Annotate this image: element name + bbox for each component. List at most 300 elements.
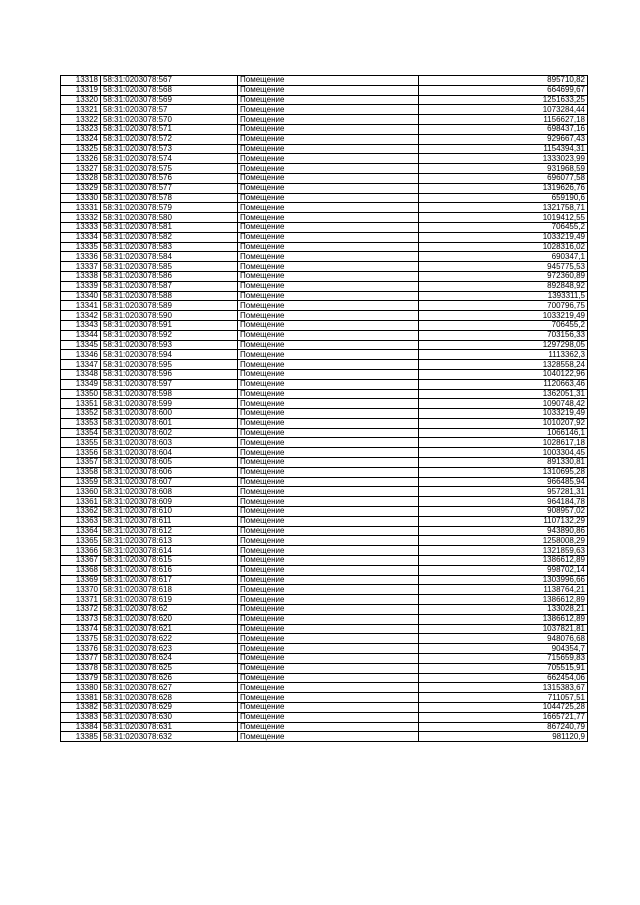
cadastral-value: 964184,78 — [419, 497, 588, 507]
object-type: Помещение — [238, 683, 419, 693]
cadastral-value: 948076,68 — [419, 634, 588, 644]
cadastral-number: 58:31:0203078:632 — [101, 732, 238, 742]
cadastral-value: 998702,14 — [419, 565, 588, 575]
row-number: 13338 — [61, 271, 101, 281]
object-type: Помещение — [238, 614, 419, 624]
table-row — [61, 507, 588, 517]
table-body — [61, 76, 588, 742]
object-type: Помещение — [238, 409, 419, 419]
object-type: Помещение — [238, 693, 419, 703]
cadastral-number: 58:31:0203078:615 — [101, 556, 238, 566]
table-row — [61, 399, 588, 409]
row-number: 13331 — [61, 203, 101, 213]
row-number: 13360 — [61, 487, 101, 497]
table-row — [61, 556, 588, 566]
table-row — [61, 526, 588, 536]
object-type: Помещение — [238, 291, 419, 301]
row-number: 13342 — [61, 311, 101, 321]
object-type: Помещение — [238, 663, 419, 673]
table-row — [61, 438, 588, 448]
cadastral-value: 1386612,89 — [419, 595, 588, 605]
cadastral-value: 1010207,92 — [419, 418, 588, 428]
table-row — [61, 242, 588, 252]
table-row — [61, 330, 588, 340]
table-row — [61, 262, 588, 272]
cadastral-number: 58:31:0203078:581 — [101, 222, 238, 232]
table-row — [61, 673, 588, 683]
table-row — [61, 614, 588, 624]
row-number: 13353 — [61, 418, 101, 428]
cadastral-number: 58:31:0203078:583 — [101, 242, 238, 252]
cadastral-number: 58:31:0203078:603 — [101, 438, 238, 448]
table-row — [61, 232, 588, 242]
table-row — [61, 703, 588, 713]
table-row — [61, 428, 588, 438]
row-number: 13323 — [61, 124, 101, 134]
cadastral-value: 1033219,49 — [419, 409, 588, 419]
row-number: 13359 — [61, 477, 101, 487]
cadastral-number: 58:31:0203078:567 — [101, 76, 238, 86]
cadastral-value: 715659,83 — [419, 654, 588, 664]
object-type: Помещение — [238, 448, 419, 458]
cadastral-number: 58:31:0203078:574 — [101, 154, 238, 164]
row-number: 13379 — [61, 673, 101, 683]
object-type: Помещение — [238, 536, 419, 546]
object-type: Помещение — [238, 311, 419, 321]
cadastral-value: 867240,79 — [419, 722, 588, 732]
object-type: Помещение — [238, 438, 419, 448]
cadastral-value: 1044725,28 — [419, 703, 588, 713]
table-row — [61, 340, 588, 350]
row-number: 13328 — [61, 173, 101, 183]
cadastral-number: 58:31:0203078:631 — [101, 722, 238, 732]
row-number: 13347 — [61, 360, 101, 370]
object-type: Помещение — [238, 585, 419, 595]
table-row — [61, 585, 588, 595]
object-type: Помещение — [238, 722, 419, 732]
row-number: 13378 — [61, 663, 101, 673]
row-number: 13357 — [61, 458, 101, 468]
object-type: Помещение — [238, 281, 419, 291]
cadastral-value: 957281,31 — [419, 487, 588, 497]
object-type: Помещение — [238, 95, 419, 105]
cadastral-value: 1328558,24 — [419, 360, 588, 370]
cadastral-value: 1037821,81 — [419, 624, 588, 634]
object-type: Помещение — [238, 164, 419, 174]
row-number: 13349 — [61, 379, 101, 389]
cadastral-value: 1040122,96 — [419, 369, 588, 379]
table-row — [61, 124, 588, 134]
cadastral-number: 58:31:0203078:584 — [101, 252, 238, 262]
row-number: 13356 — [61, 448, 101, 458]
row-number: 13326 — [61, 154, 101, 164]
table-row — [61, 595, 588, 605]
row-number: 13368 — [61, 565, 101, 575]
cadastral-number: 58:31:0203078:608 — [101, 487, 238, 497]
table-row — [61, 712, 588, 722]
row-number: 13361 — [61, 497, 101, 507]
cadastral-number: 58:31:0203078:626 — [101, 673, 238, 683]
row-number: 13367 — [61, 556, 101, 566]
cadastral-number: 58:31:0203078:580 — [101, 213, 238, 223]
cadastral-number: 58:31:0203078:597 — [101, 379, 238, 389]
row-number: 13381 — [61, 693, 101, 703]
table-row — [61, 467, 588, 477]
table-row — [61, 222, 588, 232]
row-number: 13354 — [61, 428, 101, 438]
cadastral-value: 1310695,28 — [419, 467, 588, 477]
cadastral-number: 58:31:0203078:607 — [101, 477, 238, 487]
row-number: 13380 — [61, 683, 101, 693]
cadastral-number: 58:31:0203078:601 — [101, 418, 238, 428]
cadastral-number: 58:31:0203078:612 — [101, 526, 238, 536]
row-number: 13329 — [61, 183, 101, 193]
object-type: Помещение — [238, 124, 419, 134]
table-row — [61, 85, 588, 95]
cadastral-value: 1028316,02 — [419, 242, 588, 252]
table-row — [61, 105, 588, 115]
cadastral-number: 58:31:0203078:627 — [101, 683, 238, 693]
cadastral-value: 891330,81 — [419, 458, 588, 468]
cadastral-number: 58:31:0203078:604 — [101, 448, 238, 458]
cadastral-value: 133028,21 — [419, 605, 588, 615]
object-type: Помещение — [238, 673, 419, 683]
table-row — [61, 732, 588, 742]
row-number: 13340 — [61, 291, 101, 301]
cadastral-number: 58:31:0203078:624 — [101, 654, 238, 664]
cadastral-number: 58:31:0203078:605 — [101, 458, 238, 468]
cadastral-value: 1321859,63 — [419, 546, 588, 556]
cadastral-number: 58:31:0203078:585 — [101, 262, 238, 272]
cadastral-value: 696077,58 — [419, 173, 588, 183]
object-type: Помещение — [238, 183, 419, 193]
cadastral-number: 58:31:0203078:623 — [101, 644, 238, 654]
object-type: Помещение — [238, 85, 419, 95]
cadastral-value: 705515,91 — [419, 663, 588, 673]
cadastral-number: 58:31:0203078:589 — [101, 301, 238, 311]
cadastral-value: 1386612,89 — [419, 614, 588, 624]
cadastral-number: 58:31:0203078:591 — [101, 320, 238, 330]
cadastral-value: 1120663,46 — [419, 379, 588, 389]
cadastral-number: 58:31:0203078:586 — [101, 271, 238, 281]
table-row — [61, 203, 588, 213]
table-row — [61, 311, 588, 321]
table-row — [61, 183, 588, 193]
row-number: 13366 — [61, 546, 101, 556]
cadastral-value: 1073284,44 — [419, 105, 588, 115]
row-number: 13322 — [61, 115, 101, 125]
cadastral-value: 904354,7 — [419, 644, 588, 654]
row-number: 13336 — [61, 252, 101, 262]
cadastral-number: 58:31:0203078:575 — [101, 164, 238, 174]
cadastral-value: 908957,02 — [419, 507, 588, 517]
cadastral-number: 58:31:0203078:602 — [101, 428, 238, 438]
object-type: Помещение — [238, 605, 419, 615]
row-number: 13332 — [61, 213, 101, 223]
table-row — [61, 301, 588, 311]
table-row — [61, 154, 588, 164]
object-type: Помещение — [238, 654, 419, 664]
cadastral-value: 1319626,76 — [419, 183, 588, 193]
row-number: 13333 — [61, 222, 101, 232]
cadastral-value: 1156627,18 — [419, 115, 588, 125]
cadastral-number: 58:31:0203078:598 — [101, 389, 238, 399]
object-type: Помещение — [238, 301, 419, 311]
row-number: 13352 — [61, 409, 101, 419]
table-row — [61, 281, 588, 291]
cadastral-number: 58:31:0203078:622 — [101, 634, 238, 644]
table-row — [61, 722, 588, 732]
table-row — [61, 144, 588, 154]
object-type: Помещение — [238, 458, 419, 468]
row-number: 13385 — [61, 732, 101, 742]
row-number: 13371 — [61, 595, 101, 605]
row-number: 13319 — [61, 85, 101, 95]
cadastral-number: 58:31:0203078:593 — [101, 340, 238, 350]
object-type: Помещение — [238, 232, 419, 242]
table-row — [61, 76, 588, 86]
object-type: Помещение — [238, 193, 419, 203]
row-number: 13363 — [61, 516, 101, 526]
object-type: Помещение — [238, 262, 419, 272]
object-type: Помещение — [238, 350, 419, 360]
row-number: 13345 — [61, 340, 101, 350]
table-row — [61, 575, 588, 585]
object-type: Помещение — [238, 76, 419, 86]
cadastral-value: 706455,2 — [419, 222, 588, 232]
object-type: Помещение — [238, 399, 419, 409]
cadastral-number: 58:31:0203078:582 — [101, 232, 238, 242]
cadastral-number: 58:31:0203078:630 — [101, 712, 238, 722]
object-type: Помещение — [238, 252, 419, 262]
table-row — [61, 654, 588, 664]
cadastral-value: 711057,51 — [419, 693, 588, 703]
row-number: 13335 — [61, 242, 101, 252]
cadastral-number: 58:31:0203078:571 — [101, 124, 238, 134]
object-type: Помещение — [238, 516, 419, 526]
object-type: Помещение — [238, 213, 419, 223]
table-row — [61, 487, 588, 497]
cadastral-value: 662454,06 — [419, 673, 588, 683]
object-type: Помещение — [238, 222, 419, 232]
cadastral-number: 58:31:0203078:573 — [101, 144, 238, 154]
row-number: 13324 — [61, 134, 101, 144]
cadastral-number: 58:31:0203078:568 — [101, 85, 238, 95]
object-type: Помещение — [238, 644, 419, 654]
cadastral-number: 58:31:0203078:617 — [101, 575, 238, 585]
cadastral-value: 1019412,55 — [419, 213, 588, 223]
table-row — [61, 379, 588, 389]
cadastral-value: 1003304,45 — [419, 448, 588, 458]
cadastral-value: 1362051,31 — [419, 389, 588, 399]
row-number: 13355 — [61, 438, 101, 448]
object-type: Помещение — [238, 477, 419, 487]
object-type: Помещение — [238, 467, 419, 477]
object-type: Помещение — [238, 242, 419, 252]
table-row — [61, 95, 588, 105]
row-number: 13351 — [61, 399, 101, 409]
table-row — [61, 497, 588, 507]
cadastral-value: 945775,53 — [419, 262, 588, 272]
object-type: Помещение — [238, 330, 419, 340]
row-number: 13365 — [61, 536, 101, 546]
row-number: 13374 — [61, 624, 101, 634]
cadastral-value: 659190,6 — [419, 193, 588, 203]
row-number: 13358 — [61, 467, 101, 477]
cadastral-value: 1303996,66 — [419, 575, 588, 585]
row-number: 13348 — [61, 369, 101, 379]
cadastral-value: 706455,2 — [419, 320, 588, 330]
row-number: 13334 — [61, 232, 101, 242]
cadastral-number: 58:31:0203078:618 — [101, 585, 238, 595]
object-type: Помещение — [238, 134, 419, 144]
cadastral-number: 58:31:0203078:616 — [101, 565, 238, 575]
object-type: Помещение — [238, 418, 419, 428]
table-row — [61, 565, 588, 575]
row-number: 13339 — [61, 281, 101, 291]
object-type: Помещение — [238, 144, 419, 154]
cadastral-value: 664699,67 — [419, 85, 588, 95]
row-number: 13384 — [61, 722, 101, 732]
table-row — [61, 173, 588, 183]
cadastral-value: 1138764,21 — [419, 585, 588, 595]
row-number: 13330 — [61, 193, 101, 203]
object-type: Помещение — [238, 497, 419, 507]
object-type: Помещение — [238, 546, 419, 556]
table-row — [61, 134, 588, 144]
table-row — [61, 516, 588, 526]
object-type: Помещение — [238, 379, 419, 389]
cadastral-value: 703156,33 — [419, 330, 588, 340]
row-number: 13364 — [61, 526, 101, 536]
object-type: Помещение — [238, 360, 419, 370]
object-type: Помещение — [238, 340, 419, 350]
row-number: 13343 — [61, 320, 101, 330]
table-row — [61, 663, 588, 673]
cadastral-number: 58:31:0203078:57 — [101, 105, 238, 115]
cadastral-value: 698437,16 — [419, 124, 588, 134]
cadastral-value: 690347,1 — [419, 252, 588, 262]
cadastral-value: 1386612,89 — [419, 556, 588, 566]
cadastral-number: 58:31:0203078:606 — [101, 467, 238, 477]
cadastral-number: 58:31:0203078:621 — [101, 624, 238, 634]
row-number: 13321 — [61, 105, 101, 115]
cadastral-number: 58:31:0203078:628 — [101, 693, 238, 703]
cadastral-value: 972360,89 — [419, 271, 588, 281]
cadastral-value: 1665721,77 — [419, 712, 588, 722]
cadastral-value: 1113362,3 — [419, 350, 588, 360]
table-row — [61, 448, 588, 458]
cadastral-number: 58:31:0203078:629 — [101, 703, 238, 713]
object-type: Помещение — [238, 271, 419, 281]
cadastral-number: 58:31:0203078:62 — [101, 605, 238, 615]
cadastral-value: 892848,92 — [419, 281, 588, 291]
row-number: 13320 — [61, 95, 101, 105]
table-row — [61, 605, 588, 615]
object-type: Помещение — [238, 565, 419, 575]
cadastral-value: 895710,82 — [419, 76, 588, 86]
object-type: Помещение — [238, 556, 419, 566]
cadastral-number: 58:31:0203078:572 — [101, 134, 238, 144]
cadastral-value: 1297298,05 — [419, 340, 588, 350]
cadastral-number: 58:31:0203078:594 — [101, 350, 238, 360]
object-type: Помещение — [238, 624, 419, 634]
object-type: Помещение — [238, 703, 419, 713]
row-number: 13375 — [61, 634, 101, 644]
object-type: Помещение — [238, 487, 419, 497]
cadastral-number: 58:31:0203078:595 — [101, 360, 238, 370]
cadastral-number: 58:31:0203078:609 — [101, 497, 238, 507]
cadastral-value: 1066146,1 — [419, 428, 588, 438]
object-type: Помещение — [238, 115, 419, 125]
table-row — [61, 350, 588, 360]
table-row — [61, 193, 588, 203]
cadastral-number: 58:31:0203078:579 — [101, 203, 238, 213]
cadastral-number: 58:31:0203078:610 — [101, 507, 238, 517]
object-type: Помещение — [238, 634, 419, 644]
cadastral-number: 58:31:0203078:613 — [101, 536, 238, 546]
object-type: Помещение — [238, 320, 419, 330]
cadastral-value: 1090748,42 — [419, 399, 588, 409]
table-row — [61, 644, 588, 654]
table-row — [61, 418, 588, 428]
table-row — [61, 634, 588, 644]
table-row — [61, 683, 588, 693]
cadastral-number: 58:31:0203078:619 — [101, 595, 238, 605]
cadastral-value: 1333023,99 — [419, 154, 588, 164]
cadastral-value: 931968,59 — [419, 164, 588, 174]
cadastral-number: 58:31:0203078:620 — [101, 614, 238, 624]
cadastral-value: 700796,75 — [419, 301, 588, 311]
table-row — [61, 409, 588, 419]
object-type: Помещение — [238, 389, 419, 399]
object-type: Помещение — [238, 173, 419, 183]
cadastral-number: 58:31:0203078:600 — [101, 409, 238, 419]
row-number: 13327 — [61, 164, 101, 174]
row-number: 13373 — [61, 614, 101, 624]
object-type: Помещение — [238, 732, 419, 742]
table-row — [61, 389, 588, 399]
row-number: 13369 — [61, 575, 101, 585]
table-row — [61, 458, 588, 468]
cadastral-value: 1258008,29 — [419, 536, 588, 546]
object-type: Помещение — [238, 575, 419, 585]
cadastral-value: 966485,94 — [419, 477, 588, 487]
row-number: 13382 — [61, 703, 101, 713]
cadastral-value: 1251633,25 — [419, 95, 588, 105]
row-number: 13362 — [61, 507, 101, 517]
table-row — [61, 360, 588, 370]
cadastral-number: 58:31:0203078:570 — [101, 115, 238, 125]
cadastral-number: 58:31:0203078:569 — [101, 95, 238, 105]
table-row — [61, 536, 588, 546]
table-row — [61, 271, 588, 281]
cadastral-value: 1393311,5 — [419, 291, 588, 301]
cadastral-value: 1315383,67 — [419, 683, 588, 693]
cadastral-number: 58:31:0203078:578 — [101, 193, 238, 203]
cadastral-value: 1028617,18 — [419, 438, 588, 448]
cadastral-value: 1321758,71 — [419, 203, 588, 213]
table-row — [61, 546, 588, 556]
cadastral-number: 58:31:0203078:599 — [101, 399, 238, 409]
table-row — [61, 693, 588, 703]
row-number: 13318 — [61, 76, 101, 86]
object-type: Помещение — [238, 595, 419, 605]
object-type: Помещение — [238, 428, 419, 438]
cadastral-number: 58:31:0203078:590 — [101, 311, 238, 321]
cadastral-value: 1154394,31 — [419, 144, 588, 154]
object-type: Помещение — [238, 154, 419, 164]
